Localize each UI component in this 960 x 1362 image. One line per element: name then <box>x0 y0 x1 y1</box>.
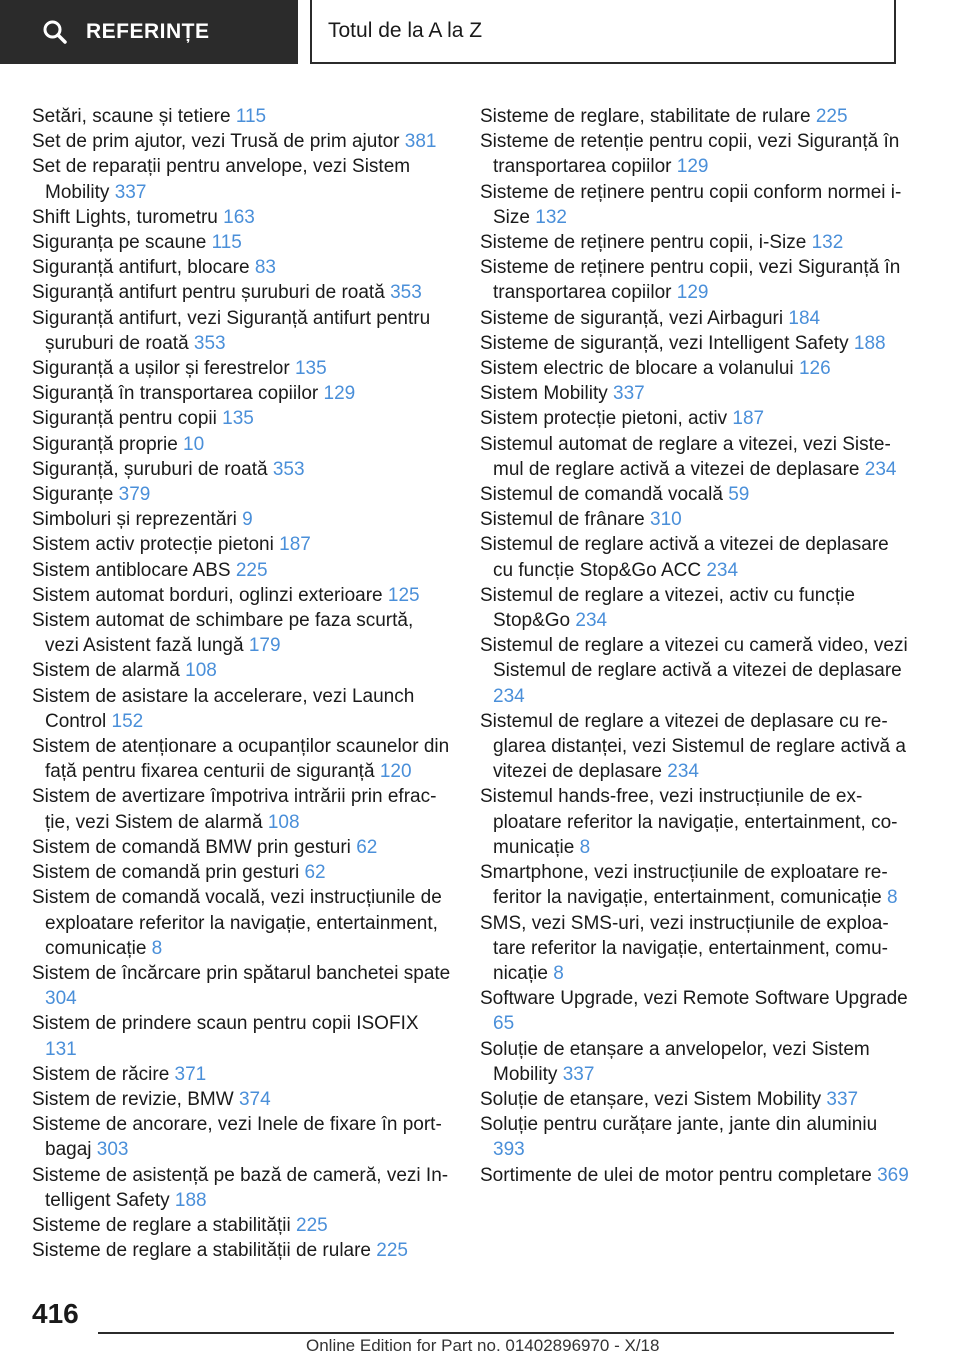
index-entry-text: Sisteme de reglare a stabilității de rulare <box>32 1240 377 1262</box>
index-entry <box>480 255 910 305</box>
index-entry <box>480 986 910 1036</box>
page-reference-link[interactable]: 310 <box>650 509 682 531</box>
page-reference-link[interactable]: 234 <box>667 761 699 783</box>
page-reference-link[interactable]: 152 <box>111 710 144 732</box>
index-entry-text: Sisteme de ancorare, vezi Inele de fixare în portbagaj <box>32 1114 442 1161</box>
index-entry-text: Soluție de etanșare, vezi Sistem Mobility <box>480 1088 827 1110</box>
index-entry-text: Sistemul de frânare <box>480 509 651 531</box>
page-reference-link[interactable]: 10 <box>183 433 205 455</box>
page-reference-link[interactable]: 125 <box>387 584 420 606</box>
index-entry <box>32 885 452 961</box>
index-entry-text: Soluție de etanșare a anvelopelor, vezi Sistem Mobility <box>480 1038 870 1085</box>
tab-references-label: REFERINȚE <box>86 20 210 43</box>
index-entry <box>32 356 452 381</box>
page-reference-link[interactable]: 234 <box>864 458 897 480</box>
page-reference-link[interactable]: 129 <box>323 383 356 405</box>
index-entry <box>32 507 452 532</box>
index-entry-text: Siguranță în transportarea copiilor <box>32 383 324 405</box>
page-reference-link[interactable]: 234 <box>575 610 608 632</box>
page-reference-link[interactable]: 120 <box>379 761 412 783</box>
page-reference-link[interactable]: 371 <box>174 1063 207 1085</box>
index-entry-text: Sistemul de reglare a vitezei, activ cu funcție Stop&Go <box>480 584 855 632</box>
index-entry-text: Sisteme de retenție pentru copii, vezi Siguranță în transportarea copiilor <box>480 131 900 178</box>
index-entry <box>480 709 910 785</box>
index-entry <box>32 129 452 154</box>
page-reference-link[interactable]: 381 <box>404 131 437 153</box>
index-entry-text: Sistemul automat de reglare a vitezei, vezi Sistemul de reglare activă a vitezei de deplasare <box>480 433 891 480</box>
page-reference-link[interactable]: 225 <box>235 559 268 581</box>
index-entry-text: Smartphone, vezi instrucțiunile de exploatare referitor la navigație, entertainment, comunicație <box>480 862 888 909</box>
index-entry-text: Sisteme de reținere pentru copii conform normei i-Size <box>480 181 902 228</box>
page-reference-link[interactable]: 132 <box>535 206 567 228</box>
index-entry <box>480 331 910 356</box>
index-entry-text: Sistemul de reglare activă a vitezei de deplasare cu funcție Stop&Go ACC <box>480 534 889 581</box>
index-entry-text: Sistem de comandă prin gesturi <box>32 862 305 884</box>
page-reference-link[interactable]: 303 <box>96 1139 129 1161</box>
page-reference-link[interactable]: 108 <box>267 811 300 833</box>
index-entry <box>480 507 910 532</box>
page-reference-link[interactable]: 129 <box>676 282 709 304</box>
index-entry <box>480 532 910 582</box>
magnifier-icon <box>42 19 68 45</box>
index-entry <box>32 583 452 608</box>
index-entry <box>32 482 452 507</box>
index-entry <box>480 860 910 910</box>
index-entry-text: Sisteme de asistență pe bază de cameră, vezi Intelligent Safety <box>32 1164 449 1211</box>
index-entry-text: Sistem de atenționare a ocupanților scaunelor din față pentru fixarea centurii de siguranță <box>32 736 450 783</box>
index-column-left <box>32 104 452 1263</box>
page-reference-link[interactable]: 59 <box>728 484 750 506</box>
index-entry <box>32 734 452 784</box>
page-reference-link[interactable]: 62 <box>304 862 326 884</box>
page-reference-link[interactable]: 163 <box>223 206 255 228</box>
index-entry <box>32 104 452 129</box>
page-reference-link[interactable]: 304 <box>45 988 77 1010</box>
tab-a-to-z[interactable] <box>310 0 896 64</box>
index-entry-text: Sisteme de siguranță, vezi Airbaguri <box>480 307 789 329</box>
index-entry <box>480 406 910 431</box>
index-entry <box>480 1112 910 1162</box>
page-reference-link[interactable]: 337 <box>114 181 147 203</box>
page-reference-link[interactable]: 225 <box>815 106 848 127</box>
page-reference-link[interactable]: 337 <box>562 1063 595 1085</box>
index-entry-text: Sistem de comandă BMW prin gesturi <box>32 836 357 858</box>
index-entry <box>480 1163 910 1188</box>
index-entry-text: Sistem de încărcare prin spătarul banchetei spate <box>32 962 451 984</box>
index-entry <box>32 1087 452 1112</box>
tab-a-to-z-label: Totul de la A la Z <box>328 19 483 42</box>
index-entry-text: Sistem protecție pietoni, activ <box>480 408 733 430</box>
index-entry <box>32 205 452 230</box>
page-reference-link[interactable]: 234 <box>493 685 525 707</box>
index-entry <box>480 633 910 709</box>
page-reference-link[interactable]: 337 <box>613 383 645 405</box>
index-entry <box>32 608 452 658</box>
page-reference-link[interactable]: 8 <box>151 937 163 959</box>
index-entry <box>480 583 910 633</box>
index-entry <box>480 1037 910 1087</box>
page-reference-link[interactable]: 379 <box>118 484 151 506</box>
index-entry-text: Sistemul de comandă vocală <box>480 484 729 506</box>
index-entry <box>32 684 452 734</box>
index-entry-text: Siguranța pe scaune <box>32 232 212 254</box>
index-entry-text: Siguranță proprie <box>32 433 184 455</box>
index-entry <box>32 532 452 557</box>
index-entry-text: Siguranță pentru copii <box>32 408 223 430</box>
index-entry <box>32 381 452 406</box>
page-reference-link[interactable]: 65 <box>493 1013 515 1035</box>
page-reference-link[interactable]: 135 <box>222 408 254 430</box>
index-entry <box>32 154 452 204</box>
index-entry <box>32 961 452 1011</box>
page-reference-link[interactable]: 131 <box>45 1038 77 1060</box>
header-tabs <box>0 0 960 66</box>
index-entry <box>32 406 452 431</box>
index-entry-text: Siguranță antifurt, vezi Siguranță antifurt pentru șuruburi de roată <box>32 307 431 354</box>
index-entry-text: Sisteme de reglare, stabilitate de rulare <box>480 106 816 127</box>
index-entry <box>32 835 452 860</box>
index-entry-text: Sistem electric de blocare a volanului <box>480 358 799 380</box>
page-reference-link[interactable]: 337 <box>826 1088 859 1110</box>
page-reference-link[interactable]: 126 <box>798 358 831 380</box>
index-entry-text: Sistem de răcire <box>32 1063 175 1085</box>
index-entry-text: Siguranță a ușilor și ferestrelor <box>32 358 295 380</box>
index-entry-text: Siguranță, șuruburi de roată <box>32 458 273 480</box>
tab-references[interactable] <box>0 0 298 64</box>
page-reference-link[interactable]: 108 <box>185 660 217 682</box>
footer-edition: Online Edition for Part no. 01402896970 - X/18 <box>306 1336 660 1355</box>
page-reference-link[interactable]: 374 <box>238 1088 271 1110</box>
index-entry-text: Sistem de avertizare împotriva intrării prin efracție, vezi Sistem de alarmă <box>32 786 437 833</box>
index-entry-text: Sistem automat de schimbare pe faza scurtă, vezi Asistent fază lungă <box>32 610 414 657</box>
index-entry-text: Sisteme de reținere pentru copii, vezi Siguranță în transportarea copiilor <box>480 257 901 304</box>
page-reference-link[interactable]: 129 <box>676 156 709 178</box>
index-entry-text: Sistem Mobility <box>480 383 614 405</box>
index-entry <box>480 432 910 482</box>
index-entry <box>480 180 910 230</box>
index-entry <box>480 129 910 179</box>
page-reference-link[interactable]: 369 <box>877 1164 909 1186</box>
page-reference-link[interactable]: 393 <box>493 1139 525 1161</box>
index-entry-text: Soluție pentru curățare jante, jante din aluminiu <box>480 1114 878 1136</box>
page-reference-link[interactable]: 187 <box>279 534 311 556</box>
page-reference-link[interactable]: 83 <box>254 257 276 279</box>
index-entry-text: Sistem de revizie, BMW <box>32 1088 239 1110</box>
index-entry-text: Sistem de comandă vocală, vezi instrucțiunile de exploatare referitor la navigație, entertainment, comunicație <box>32 887 442 959</box>
page-reference-link[interactable]: 62 <box>356 836 378 858</box>
index-entry-text: Set de prim ajutor, vezi Trusă de prim ajutor <box>32 131 405 153</box>
page-reference-link[interactable]: 184 <box>788 307 821 329</box>
page-reference-link[interactable]: 8 <box>553 962 564 984</box>
index-entry <box>32 1238 452 1263</box>
index-entry <box>480 230 910 255</box>
index-entry <box>32 860 452 885</box>
page-reference-link[interactable]: 187 <box>732 408 765 430</box>
index-entry-text: Sistemul hands-free, vezi instrucțiunile de exploatare referitor la navigație, entertainment, comunicație <box>480 786 898 858</box>
index-entry <box>480 104 910 129</box>
index-entry-text: Setări, scaune și tetiere <box>32 106 236 127</box>
page-number: 416 <box>32 1298 79 1329</box>
index-entry-text: Set de reparații pentru anvelope, vezi Sistem Mobility <box>32 156 411 203</box>
page-reference-link[interactable]: 353 <box>272 458 305 480</box>
index-entry-text: Siguranță antifurt pentru șuruburi de roată <box>32 282 391 304</box>
index-entry-text: Sistem de prindere scaun pentru copii ISOFIX <box>32 1013 419 1035</box>
index-entry-text: Sistem de asistare la accelerare, vezi Launch Control <box>32 685 415 732</box>
index-entry <box>32 432 452 457</box>
index-entry <box>32 784 452 834</box>
page-reference-link[interactable]: 9 <box>242 509 253 531</box>
index-entry-text: Siguranță antifurt, blocare <box>32 257 255 279</box>
index-entry <box>480 1087 910 1112</box>
index-entry-text: Sortimente de ulei de motor pentru completare <box>480 1164 878 1186</box>
page-reference-link[interactable]: 188 <box>853 332 886 354</box>
index-entry <box>32 1112 452 1162</box>
index-entry-text: Sistem de alarmă <box>32 660 186 682</box>
index-column-right <box>480 104 910 1188</box>
index-entry-text: Software Upgrade, vezi Remote Software Upgrade <box>480 988 908 1010</box>
index-entry-text: Sisteme de siguranță, vezi Intelligent Safety <box>480 332 854 354</box>
index-entry-text: Sisteme de reglare a stabilității <box>32 1214 297 1236</box>
index-entry <box>32 1062 452 1087</box>
index-entry-text: Simboluri și reprezentări <box>32 509 243 531</box>
index-entry <box>32 306 452 356</box>
index-entry-text: SMS, vezi SMS-uri, vezi instrucțiunile de exploatare referitor la navigație, entertainment, comunicație <box>480 912 889 984</box>
index-entry <box>32 658 452 683</box>
page-reference-link[interactable]: 179 <box>248 635 281 657</box>
index-entry <box>480 784 910 860</box>
index-entry-text: Siguranțe <box>32 484 119 506</box>
page-reference-link[interactable]: 225 <box>376 1240 408 1262</box>
index-entry <box>32 457 452 482</box>
page-reference-link[interactable]: 135 <box>294 358 327 380</box>
index-entry <box>32 558 452 583</box>
index-entry-text: Sistemul de reglare a vitezei cu cameră video, vezi Sistemul de reglare activă a vitezei de deplasare <box>480 635 908 682</box>
index-entry <box>32 1011 452 1061</box>
page-reference-link[interactable]: 132 <box>811 232 844 254</box>
index-entry-text: Shift Lights, turometru <box>32 206 224 228</box>
index-entry <box>32 280 452 305</box>
footer-divider <box>98 1332 894 1334</box>
page-reference-link[interactable]: 188 <box>174 1189 207 1211</box>
index-entry <box>32 255 452 280</box>
index-entry-text: Sisteme de reținere pentru copii, i-Size <box>480 232 812 254</box>
page-reference-link[interactable]: 115 <box>211 232 242 254</box>
page-reference-link[interactable]: 353 <box>390 282 422 304</box>
page-reference-link[interactable]: 8 <box>579 836 591 858</box>
page-reference-link[interactable]: 225 <box>296 1214 328 1236</box>
page-reference-link[interactable]: 353 <box>193 332 226 354</box>
index-entry <box>32 230 452 255</box>
index-entry <box>32 1213 452 1238</box>
page-reference-link[interactable]: 234 <box>706 559 739 581</box>
page-reference-link[interactable]: 8 <box>886 887 898 909</box>
index-entry <box>480 356 910 381</box>
index-entry-text: Sistem automat borduri, oglinzi exterioare <box>32 584 388 606</box>
index-entry-text: Sistem antiblocare ABS <box>32 559 236 581</box>
index-entry <box>480 306 910 331</box>
index-entry-text: Sistem activ protecție pietoni <box>32 534 280 556</box>
page-reference-link[interactable]: 115 <box>235 106 267 127</box>
index-entry <box>480 482 910 507</box>
index-entry <box>480 381 910 406</box>
index-entry <box>480 911 910 987</box>
index-entry-text: Sistemul de reglare a vitezei de deplasare cu reglarea distanței, vezi Sistemul de reglare activă a vitezei de deplasare <box>480 710 906 783</box>
index-entry <box>32 1163 452 1213</box>
